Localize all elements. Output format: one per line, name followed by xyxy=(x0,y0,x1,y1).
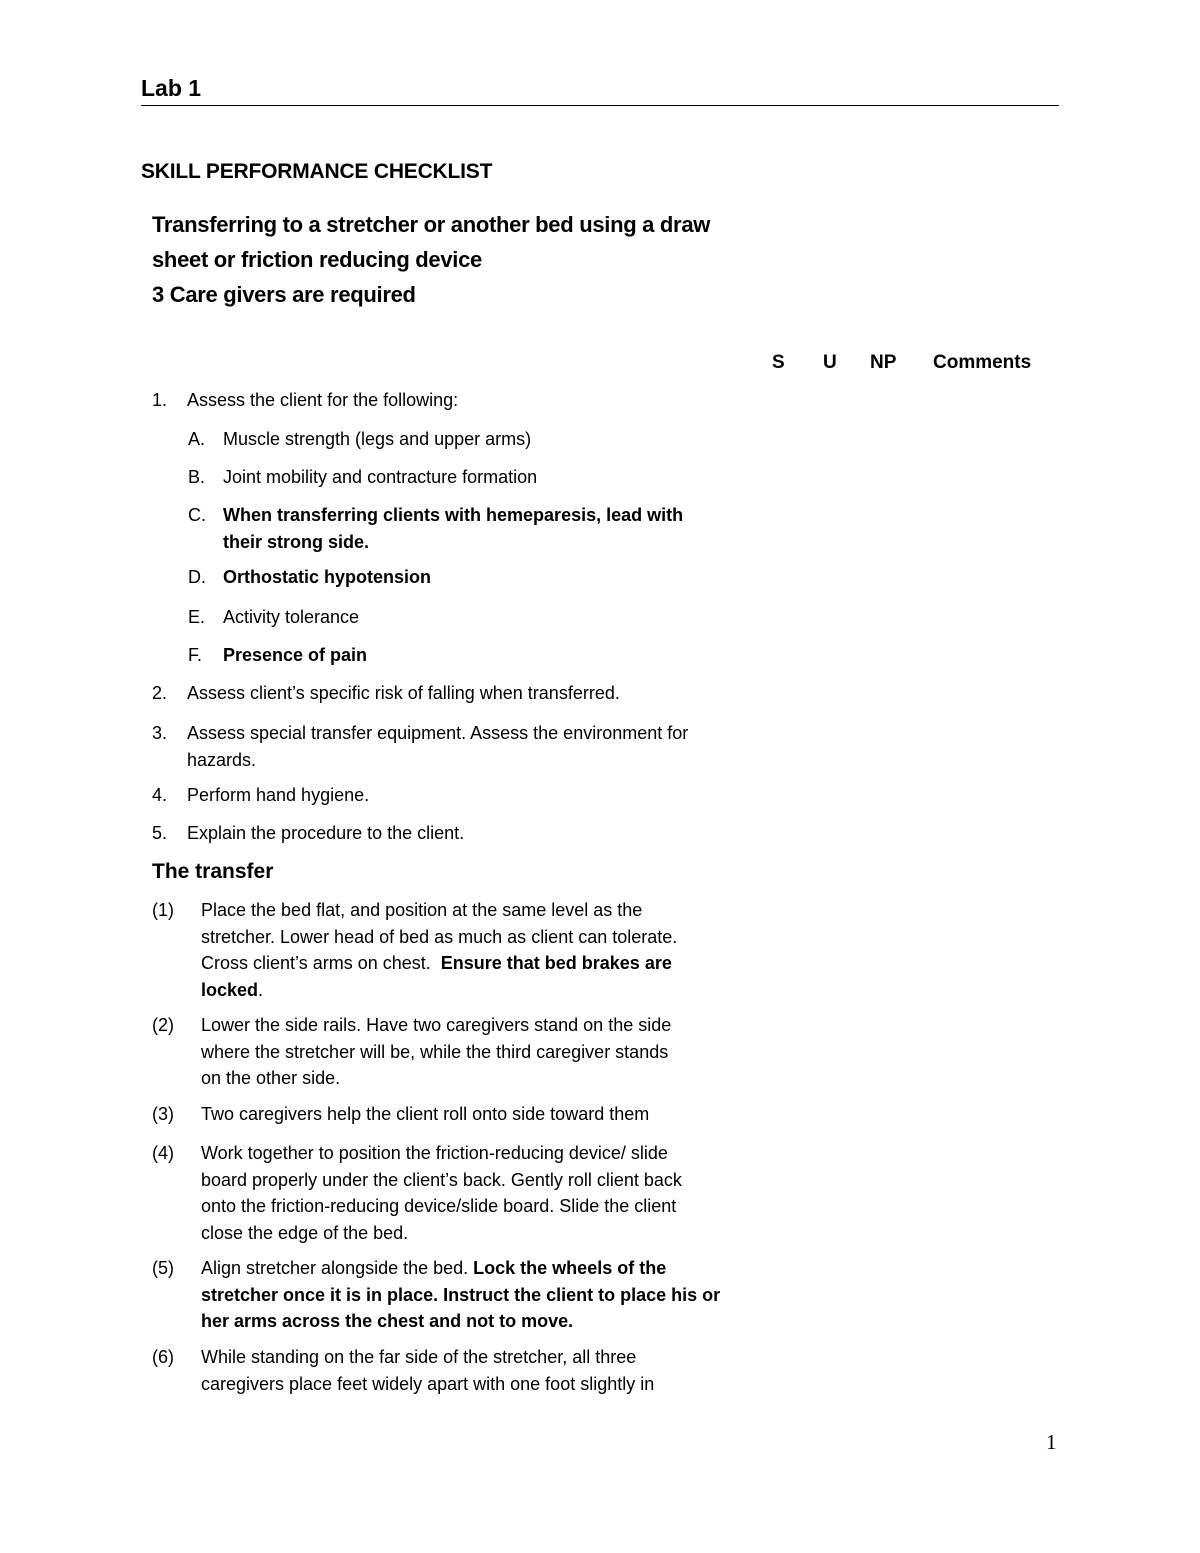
item-number: (1) xyxy=(152,900,174,920)
item-text: their strong side. xyxy=(223,531,370,552)
item-number: (2) xyxy=(152,1015,174,1035)
item-text: Assess client’s specific risk of falling when transferred. xyxy=(187,683,620,703)
skill-title-line-2: sheet or friction reducing device xyxy=(152,247,482,272)
item-number: 4. xyxy=(152,785,168,805)
header-divider xyxy=(141,105,1059,106)
skill-title-line-1: Transferring to a stretcher or another bed using a draw xyxy=(152,212,711,237)
item-number: (3) xyxy=(152,1104,174,1124)
item-number: 1. xyxy=(152,390,168,410)
item-text: hazards. xyxy=(187,749,257,770)
item-text: Muscle strength (legs and upper arms) xyxy=(223,429,532,449)
item-text: on the other side. xyxy=(201,1068,341,1088)
column-header-s: S xyxy=(772,352,785,373)
item-number: (5) xyxy=(152,1258,174,1278)
item-letter: B. xyxy=(188,467,206,487)
page-number: 1 xyxy=(1046,1430,1057,1454)
item-text: While standing on the far side of the stretcher, all three xyxy=(201,1347,637,1367)
item-text-bold: Lock the wheels of the xyxy=(473,1258,667,1278)
item-text: stretcher. Lower head of bed as much as client can tolerate. xyxy=(201,926,678,947)
item-text: Presence of pain xyxy=(223,645,368,665)
item-text: Assess the client for the following: xyxy=(187,390,459,410)
item-number: 2. xyxy=(152,683,168,703)
item-number: (4) xyxy=(152,1143,174,1163)
header-title: Lab 1 xyxy=(141,75,202,101)
item-text xyxy=(201,950,672,977)
item-text: Assess special transfer equipment. Assess the environment for xyxy=(187,723,689,743)
item-number: 3. xyxy=(152,723,168,743)
item-text: Place the bed flat, and position at the same level as the xyxy=(201,900,643,920)
item-text: her arms across the chest and not to move. xyxy=(201,1311,574,1331)
item-letter: D. xyxy=(188,567,206,587)
item-text: Explain the procedure to the client. xyxy=(187,823,465,843)
item-text-part: Align stretcher alongside the bed. xyxy=(201,1258,474,1278)
item-text: Perform hand hygiene. xyxy=(187,785,370,805)
item-text: board properly under the client’s back. Gently roll client back xyxy=(201,1169,682,1190)
section-title-transfer: The transfer xyxy=(152,860,274,883)
item-text: Work together to position the friction-reducing device/ slide xyxy=(201,1143,668,1163)
item-text-bold: Ensure that bed brakes are xyxy=(440,953,672,973)
column-header-comments: Comments xyxy=(933,352,1032,373)
item-text: Joint mobility and contracture formation xyxy=(223,467,538,487)
item-text: caregivers place feet widely apart with one foot slightly in xyxy=(201,1373,655,1394)
item-text: Two caregivers help the client roll onto side toward them xyxy=(201,1104,650,1124)
item-text: onto the friction-reducing device/slide board. Slide the client xyxy=(201,1196,677,1216)
item-text: Lower the side rails. Have two caregivers stand on the side xyxy=(201,1015,672,1035)
item-number: 5. xyxy=(152,823,168,843)
item-text xyxy=(201,977,263,1004)
item-text-bold: locked xyxy=(201,979,259,1000)
checklist-title: SKILL PERFORMANCE CHECKLIST xyxy=(141,160,493,183)
item-text: close the edge of the bed. xyxy=(201,1222,409,1243)
item-text: Orthostatic hypotension xyxy=(223,567,432,587)
item-letter: A. xyxy=(188,429,206,449)
item-text: stretcher once it is in place. Instruct the client to place his or xyxy=(201,1284,721,1305)
skill-title-line-3: 3 Care givers are required xyxy=(152,282,416,307)
item-letter: E. xyxy=(188,607,206,627)
column-header-np: NP xyxy=(870,352,897,373)
item-text: Activity tolerance xyxy=(223,607,360,627)
column-header-u: U xyxy=(823,352,837,373)
item-text: where the stretcher will be, while the third caregiver stands xyxy=(201,1041,669,1062)
item-number: (6) xyxy=(152,1347,174,1367)
item-text-part: Cross client’s arms on chest. xyxy=(201,953,441,973)
item-text-part: . xyxy=(258,979,264,1000)
item-text xyxy=(201,1255,666,1282)
item-letter: C. xyxy=(188,505,206,525)
item-letter: F. xyxy=(188,645,203,665)
item-text: When transferring clients with hemeparesis, lead with xyxy=(223,505,684,525)
